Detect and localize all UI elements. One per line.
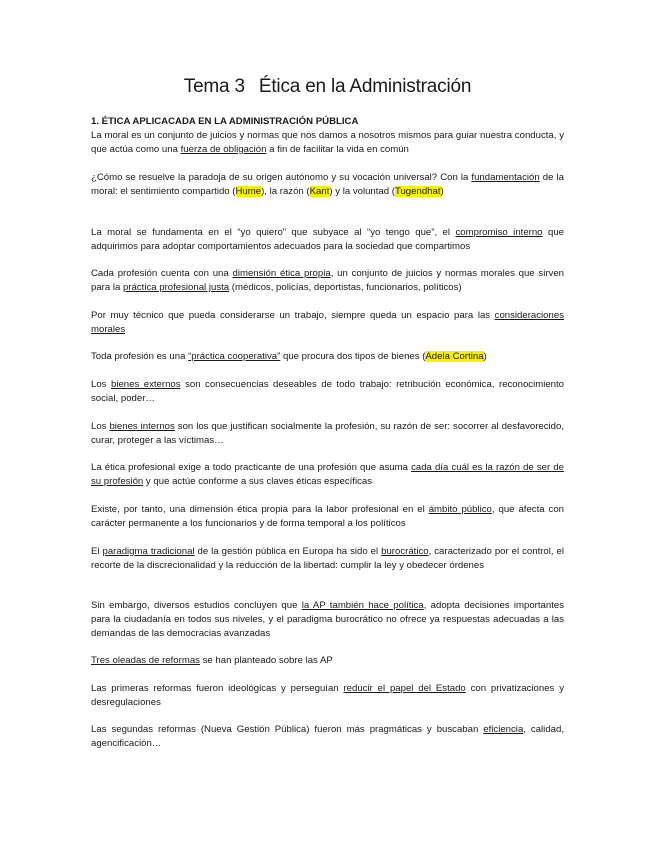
underlined-term: cada día cuál es la razón de ser de su profesión xyxy=(91,462,564,487)
underlined-term: fuerza de obligación xyxy=(180,144,267,155)
title-number: Tema 3 xyxy=(183,76,245,97)
highlighted-author: Adela Cortina xyxy=(425,351,484,362)
highlighted-author: Hume xyxy=(235,186,262,197)
underlined-term: reducir el papel del Estado xyxy=(343,683,466,694)
underlined-term: ámbito público xyxy=(428,504,492,515)
page-title xyxy=(0,76,655,98)
title-text: Ética en la Administración xyxy=(258,76,472,97)
highlighted-author: Tugendhat xyxy=(394,186,441,197)
paragraph: ¿Cómo se resuelve la paradoja de su origen autónomo y su vocación universal? Con la fundamentación de la moral: el sentimiento compartido (Hume), la razón (Kant) y la voluntad (Tugendhat) xyxy=(91,172,564,197)
paragraph: Las segundas reformas (Nueva Gestión Pública) fueron más pragmáticas y buscaban eficiencia, calidad, agencificación… xyxy=(91,724,564,749)
underlined-term: la AP también hace política xyxy=(301,600,424,611)
paragraph: La moral es un conjunto de juicios y normas que nos damos a nosotros mismos para guiar nuestra conducta, y que actúa como una fuerza de obligación a fin de facilitar la vida en común xyxy=(91,130,564,155)
underlined-term: bienes internos xyxy=(109,421,175,432)
underlined-term: “práctica cooperativa” xyxy=(188,351,281,362)
section-heading: 1. ÉTICA APLICACADA EN LA ADMINISTRACIÓN PÚBLICA xyxy=(91,116,359,127)
underlined-term: Tres oleadas de reformas xyxy=(91,655,200,666)
paragraph: Sin embargo, diversos estudios concluyen que la AP también hace política, adopta decisiones importantes para la ciudadanía en todos sus niveles, y el paradigma burocrático no ofrece ya respuestas adecuadas a las demandas de las democracias avanzadas xyxy=(91,600,564,639)
paragraph: Cada profesión cuenta con una dimensión ética propia, un conjunto de juicios y normas morales que sirven para la práctica profesional justa (médicos, policías, deportistas, funcionarios, políticos) xyxy=(91,268,564,293)
paragraph: Por muy técnico que pueda considerarse un trabajo, siempre queda un espacio para las consideraciones morales xyxy=(91,310,564,335)
underlined-term: fundamentación xyxy=(471,172,540,183)
paragraph: Toda profesión es una “práctica cooperativa” que procura dos tipos de bienes (Adela Cortina) xyxy=(91,351,487,362)
underlined-term: dimensión ética propia xyxy=(232,268,331,279)
underlined-term: práctica profesional justa xyxy=(123,282,230,293)
paragraph: Tres oleadas de reformas se han planteado sobre las AP xyxy=(91,655,333,666)
paragraph: Los bienes internos son los que justifican socialmente la profesión, su razón de ser: socorrer al desfavorecido, curar, proteger a las víctimas… xyxy=(91,421,564,446)
paragraph: La moral se fundamenta en el “yo quiero” que subyace al “yo tengo que”, el compromiso interno que adquirimos para adoptar comportamientos adecuados para la sociedad que compartimos xyxy=(91,227,564,252)
paragraph: Las primeras reformas fueron ideológicas y perseguían reducir el papel del Estado con privatizaciones y desregulaciones xyxy=(91,683,564,708)
highlighted-author: Kant xyxy=(309,186,330,197)
underlined-term: eficiencia xyxy=(483,724,524,735)
underlined-term: paradigma tradicional xyxy=(102,546,195,557)
underlined-term: compromiso interno xyxy=(455,227,543,238)
underlined-term: burocrático xyxy=(381,546,429,557)
paragraph: Existe, por tanto, una dimensión ética propia para la labor profesional en el ámbito público, que afecta con carácter permanente a los funcionarios y de forma temporal a los políticos xyxy=(91,504,564,529)
paragraph: El paradigma tradicional de la gestión pública en Europa ha sido el burocrático, caracterizado por el control, el recorte de la discrecionalidad y la reducción de la libertad: cumplir la ley y obedecer órdenes xyxy=(91,546,564,571)
underlined-term: bienes externos xyxy=(110,379,181,390)
paragraph: Los bienes externos son consecuencias deseables de todo trabajo: retribución económica, reconocimiento social, poder… xyxy=(91,379,565,404)
paragraph: La ética profesional exige a todo practicante de una profesión que asuma cada día cuál es la razón de ser de su profesión y que actúe conforme a sus claves éticas específicas xyxy=(91,462,564,487)
underlined-term: consideraciones morales xyxy=(91,310,564,335)
